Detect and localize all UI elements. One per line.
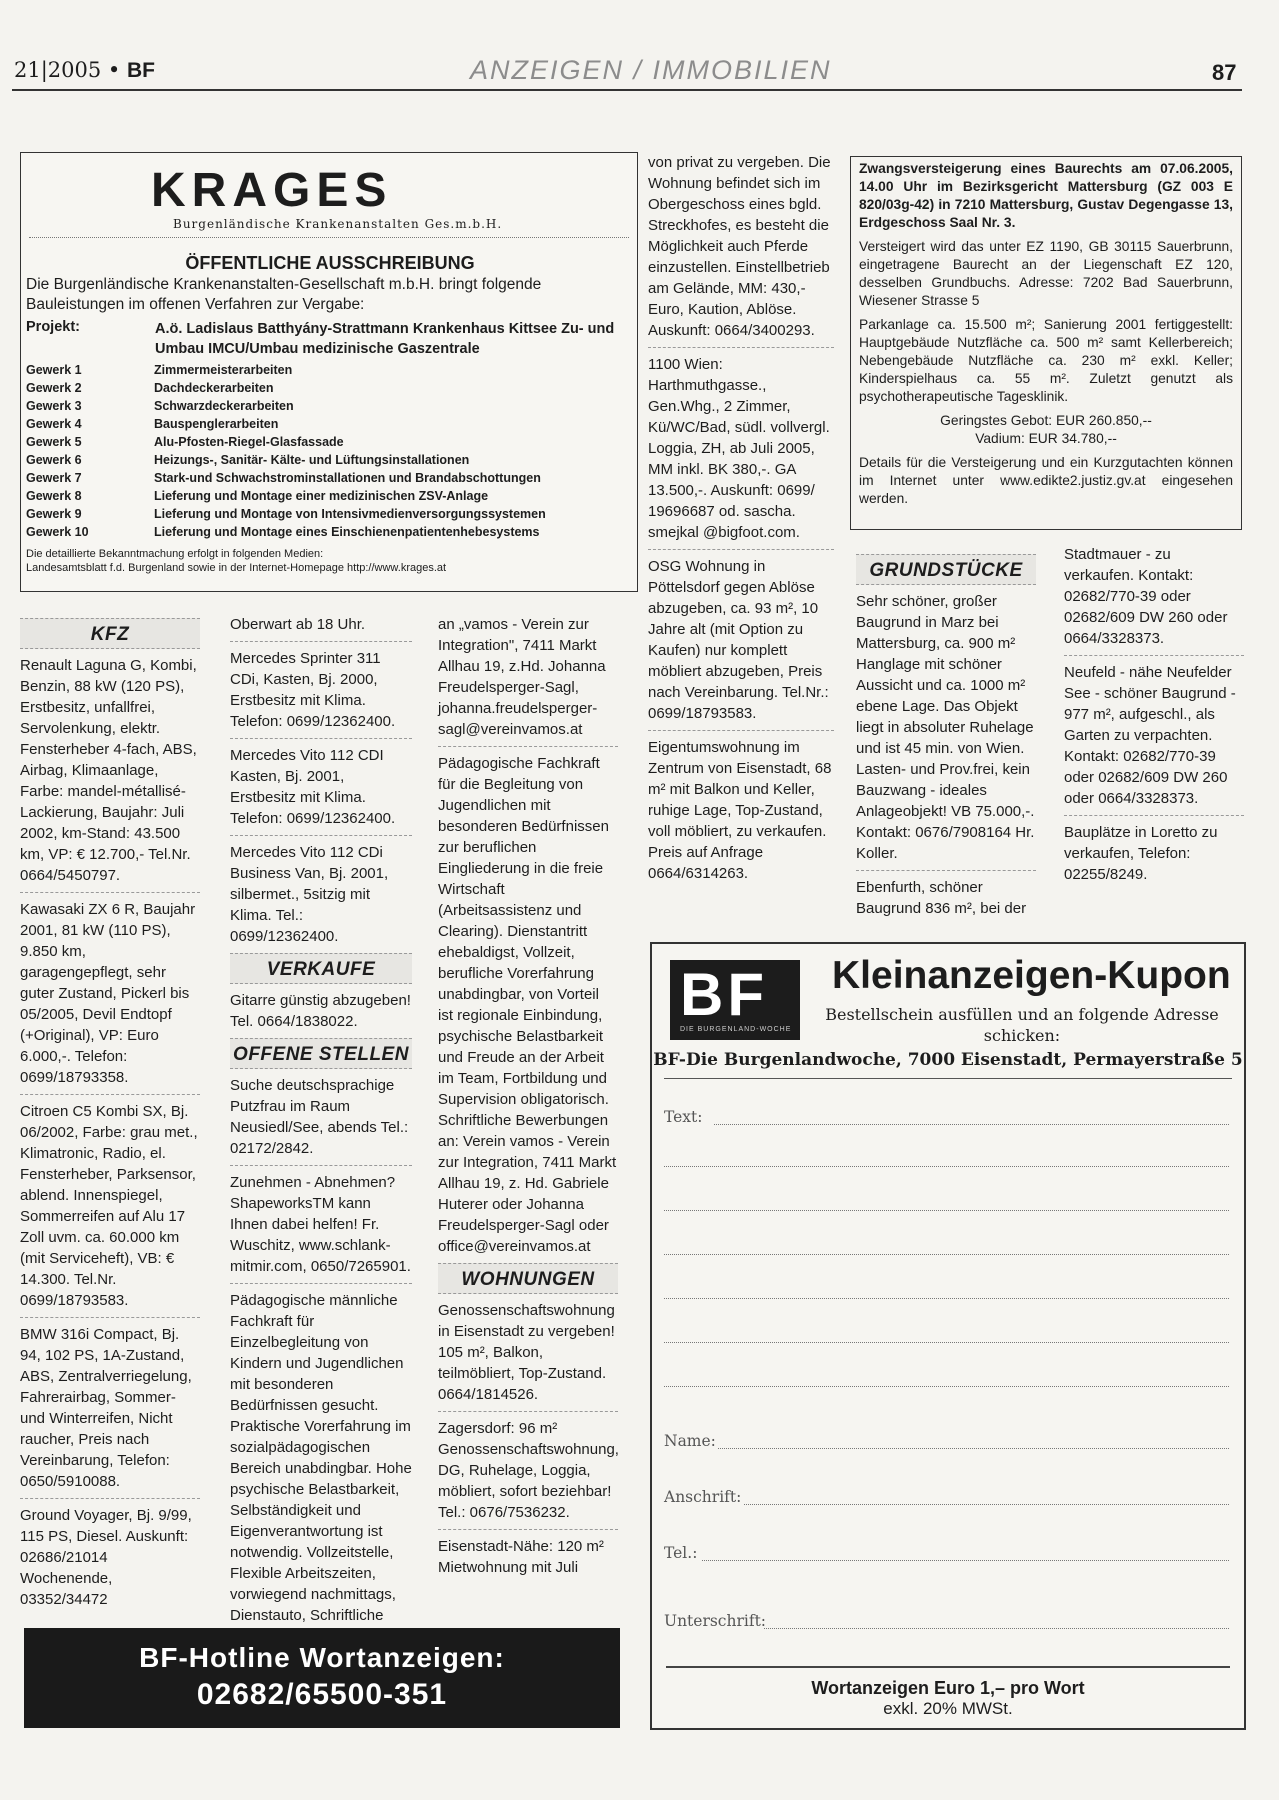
divider [230, 641, 412, 642]
divider [1064, 655, 1244, 656]
list-item: von privat zu vergeben. Die Wohnung befindet sich im Obergeschoss eines bgld. Streckhofes, es besteht die Möglichkeit auch Pferde einzustellen. Einstellbetrieb am Gelände, MM: 430,- Euro, Kaution, Ablöse. Auskunft: 0664/3400293. [648, 154, 831, 339]
divider [648, 347, 834, 348]
brand-label: BF [127, 59, 155, 82]
divider [20, 1317, 200, 1318]
list-item: Renault Laguna G, Kombi, Benzin, 88 kW (120 PS), Erstbesitz, unfallfrei, Servolenkung, elektr. Fensterheber 4-fach, ABS, Airbag, Klimaanlage, Farbe: mandel-métallisé-Lackierung, Baujahr: Juli 2002, km-Stand: 43.500 km, VP: € 12.700,- Tel.Nr. 0664/5450797. [20, 657, 197, 884]
list-item: Eigentumswohnung im Zentrum von Eisenstadt, 68 m² mit Balkon und Keller, ruhige Lage, Top-Zustand, voll möbliert, zu verkaufen. Preis auf Anfrage 0664/6314263. [648, 739, 832, 882]
list-item: Genossenschaftswohnung in Eisenstadt zu vergeben! 105 m², Balkon, teilmöbliert, Top-Zustand. 0664/1814526. [438, 1302, 615, 1403]
tender-intro: Die Burgenländische Krankenanstalten-Gesellschaft m.b.H. bringt folgende Bauleistungen im offenen Verfahren zur Vergabe: [26, 276, 542, 313]
list-item: BMW 316i Compact, Bj. 94, 102 PS, 1A-Zustand, ABS, Zentralverriegelung, Fahrerairbag, Sommer- und Winterreifen, Nicht raucher, Preis nach Vereinbarung, Telefon: 0650/5910088. [20, 1326, 192, 1490]
krages-link[interactable]: Landesamtsblatt f.d. Burgenland sowie in der Internet-Homepage http://www.krages.at [26, 562, 447, 574]
list-item: Zagersdorf: 96 m² Genossenschaftswohnung, DG, Ruhelage, Loggia, möbliert, sofort beziehbar! Tel.: 0676/7536232. [438, 1420, 619, 1521]
gewerk-row: Gewerk 3 Schwarzdeckerarbeiten [26, 399, 294, 413]
hotline-banner [24, 1628, 620, 1728]
text-field[interactable] [664, 1210, 1229, 1211]
divider [648, 730, 834, 731]
section-heading-verkaufe: VERKAUFE [230, 953, 412, 984]
signature-field-label: Unterschrift: [664, 1612, 767, 1630]
list-item: Pädagogische Fachkraft für die Begleitung von Jugendlichen mit besonderen Bedürfnissen zur beruflichen Eingliederung in die freie Wirtschaft (Arbeitsassistenz und Clearing). Dienstantritt ehebaldigst, Vollzeit, berufliche Vorerfahrung unabdingbar, von Vorteil ist regionale Einbindung, psychische Belastbarkeit und Freude an der Arbeit im Team, Fortbildung und Supervision obligatorisch. Schriftliche Bewerbungen an: Verein vamos - Verein zur Integration, 7411 Markt Allhau 19, z. Hd. Gabriele Huterer oder Johanna Freudelsperger-Sagl oder office@vereinvamos.at [438, 755, 617, 1255]
section-heading-kfz: KFZ [20, 618, 200, 649]
gewerk-row: Gewerk 2 Dachdeckerarbeiten [26, 381, 274, 395]
auction-heading: Zwangsversteigerung eines Baurechts am 07.06.2005, 14.00 Uhr im Bezirksgericht Mattersburg (GZ 003 E 820/03g-42) in 7210 Mattersburg, Gustav Degengasse 13, Erdgeschoss Saal Nr. 3. [859, 161, 1233, 230]
divider [438, 746, 618, 747]
auction-text: Versteigert wird das unter EZ 1190, GB 30115 Sauerbrunn, eingetragene Baurecht an der Liegenschaft EZ 120, desselben Grundbuchs. Adresse: 7202 Bad Sauerbrunn, Wiesener Strasse 5 [859, 239, 1233, 308]
divider [20, 1094, 200, 1095]
gewerk-row: Gewerk 5 Alu-Pfosten-Riegel-Glasfassade [26, 435, 344, 449]
divider [230, 1283, 412, 1284]
list-item: Ground Voyager, Bj. 9/99, 115 PS, Diesel. Auskunft: 02686/21014 Wochenende, 03352/34472 [20, 1507, 192, 1608]
name-field[interactable] [718, 1448, 1229, 1449]
list-item: Neufeld - nähe Neufelder See - schöner Baugrund - 977 m², aufgeschl., als Garten zu verpachten. Kontakt: 02682/770-39 oder 02682/609 DW 260 oder 0664/3328373. [1064, 664, 1236, 807]
gewerk-row: Gewerk 8 Lieferung und Montage einer medizinischen ZSV-Anlage [26, 489, 489, 503]
classified-coupon [650, 942, 1246, 1730]
hotline-phone: 02682/65500-351 [196, 1678, 448, 1711]
divider [664, 1078, 1232, 1079]
list-item: Stadtmauer - zu verkaufen. Kontakt: 02682/770-39 oder 02682/609 DW 260 oder 0664/3328373. [1064, 546, 1228, 647]
section-heading-grundstuecke: GRUNDSTÜCKE [856, 554, 1036, 585]
phone-field-label: Tel.: [664, 1544, 698, 1562]
list-item: Pädagogische männliche Fachkraft für Einzelbegleitung von Kindern und Jugendlichen mit besonderen Bedürfnissen gesucht. Praktische Vorerfahrung im sozialpädagogischen Bereich unabdingbar. Hohe psychische Belastbarkeit, Selbständigkeit und Eigenverantwortung ist notwendig. Vollzeitstelle, Flexible Arbeitszeiten, vorwiegend nachmittags, Dienstauto, Schriftliche [230, 1292, 412, 1624]
text-field[interactable] [664, 1386, 1229, 1387]
grundstuecke-column [856, 554, 1036, 925]
project-value: A.ö. Ladislaus Batthyány-Strattmann Krankenhaus Kittsee Zu- und Umbau IMCU/Umbau medizinische Gaszentrale [155, 321, 615, 357]
text-field-label: Text: [664, 1108, 703, 1126]
text-field[interactable] [714, 1124, 1229, 1125]
tender-title: ÖFFENTLICHE AUSSCHREIBUNG [185, 253, 475, 273]
section-heading-offene-stellen: OFFENE STELLEN [230, 1038, 412, 1069]
tender-footer: Die detaillierte Bekanntmachung erfolgt in folgenden Medien: Landesamtsblatt f.d. Burgenland sowie in der Internet-Homepage http://www.krages.at [26, 548, 447, 574]
list-item: Suche deutschsprachige Putzfrau im Raum Neusiedl/See, abends Tel.: 02172/2842. [230, 1077, 409, 1157]
list-item: 1100 Wien: Harthmuthgasse., Gen.Whg., 2 Zimmer, Kü/WC/Bad, südl. vollvergl. Loggia, ZH, ab Juli 2005, MM inkl. BK 380,-. GA 13.500,-. Auskunft: 0699/ 19696687 od. sascha. smejkal @bigfoot.com. [648, 356, 830, 541]
signature-field[interactable] [764, 1628, 1229, 1629]
ads-column-5 [1064, 544, 1244, 891]
list-item: Sehr schöner, großer Baugrund in Marz bei Mattersburg, ca. 900 m² Hanglage mit schöner Aussicht und ca. 1000 m² ebene Lage. Das Objekt liegt in absoluter Ruhelage und ist 45 min. von Wien. Lasten- und Prov.frei, kein Bauzwang - ideales Anlageobjekt! VB 75.000,-. Kontakt: 0676/7908164 Hr. Koller. [856, 593, 1035, 862]
bf-logo: BF DIE BURGENLAND-WOCHE [670, 960, 800, 1040]
gewerk-row: Gewerk 9 Lieferung und Montage von Intensivmedienversorgungssystemen [26, 507, 546, 521]
coupon-price: Wortanzeigen Euro 1,– pro Wort exkl. 20% MWSt. [666, 1666, 1230, 1718]
coupon-title: Kleinanzeigen-Kupon [832, 954, 1231, 997]
address-field[interactable] [744, 1504, 1229, 1505]
ads-column-top [648, 152, 834, 890]
hotline-title: BF-Hotline Wortanzeigen: [139, 1642, 505, 1673]
divider [438, 1529, 618, 1530]
divider [230, 835, 412, 836]
phone-field[interactable] [702, 1560, 1229, 1561]
issue-number: 21|2005 • BF [14, 58, 155, 82]
krages-tender-box [20, 152, 638, 592]
divider [20, 892, 200, 893]
name-field-label: Name: [664, 1432, 716, 1450]
list-item: Bauplätze in Loretto zu verkaufen, Telefon: 02255/8249. [1064, 824, 1218, 883]
coupon-subtitle: Bestellschein ausfüllen und an folgende Adresse schicken: [825, 1005, 1219, 1045]
list-item: OSG Wohnung in Pöttelsdorf gegen Ablöse abzugeben, ca. 93 m², 10 Jahre alt (mit Option zu Kaufen) nur komplett möbliert abzugeben, Preis nach Vereinbarung. Tel.Nr.: 0699/18793583. [648, 558, 829, 722]
gewerk-row: Gewerk 6 Heizungs-, Sanitär- Kälte- und Lüftungsinstallationen [26, 453, 470, 467]
gewerk-row: Gewerk 10 Lieferung und Montage eines Einschienenpatientenhebesystems [26, 525, 540, 539]
header-rule [12, 89, 1242, 91]
divider [648, 549, 834, 550]
text-field[interactable] [664, 1298, 1229, 1299]
gewerk-row: Gewerk 1 Zimmermeisterarbeiten [26, 363, 293, 377]
address-field-label: Anschrift: [664, 1488, 742, 1506]
divider [20, 1498, 200, 1499]
list-item: Kawasaki ZX 6 R, Baujahr 2001, 81 kW (110 PS), 9.850 km, garagengepflegt, sehr guter Zustand, Pickerl bis 05/2005, Devil Endtopf (+Original), VP: Euro 6.000,-. Telefon: 0699/18793358. [20, 901, 196, 1086]
list-item: Mercedes Sprinter 311 CDi, Kasten, Bj. 2000, Erstbesitz mit Klima. Telefon: 0699/12362400. [230, 650, 396, 730]
list-item: Citroen C5 Kombi SX, Bj. 06/2002, Farbe: grau met., Klimatronic, Radio, el. Fensterheber, Parksensor, ablend. Innenspiegel, Sommerreifen auf Alu 17 Zoll uvm. ca. 60.000 km (mit Serviceheft), VB: € 14.300. Tel.Nr. 0699/18793583. [20, 1103, 198, 1309]
divider [230, 738, 412, 739]
gewerk-row: Gewerk 4 Bauspenglerarbeiten [26, 417, 279, 431]
auction-bid: Geringstes Gebot: EUR 260.850,-- Vadium: EUR 34.780,-- [940, 413, 1152, 446]
list-item: Gitarre günstig abzugeben! Tel. 0664/1838022. [230, 992, 411, 1030]
list-item: Mercedes Vito 112 CDI Kasten, Bj. 2001, Erstbesitz mit Klima. Telefon: 0699/12362400. [230, 747, 396, 827]
coupon-address: BF-Die Burgenlandwoche, 7000 Eisenstadt, Permayerstraße 5 [653, 1050, 1243, 1070]
kfz-column [20, 618, 200, 1616]
ads-column-2 [230, 614, 412, 1653]
list-item: Eisenstadt-Nähe: 120 m² Mietwohnung mit Juli [438, 1538, 604, 1576]
list-item: Oberwart ab 18 Uhr. [230, 616, 366, 633]
list-item: Zunehmen - Abnehmen? ShapeworksTM kann Ihnen dabei helfen! Fr. Wuschitz, www.schlank-mitmir.com, 0650/7265901. [230, 1174, 411, 1275]
ads-column-3 [438, 614, 618, 1584]
section-heading-wohnungen: WOHNUNGEN [438, 1263, 618, 1294]
page-number: 87 [1212, 60, 1237, 85]
list-item: Ebenfurth, schöner Baugrund 836 m², bei der [856, 879, 1027, 917]
text-field[interactable] [664, 1166, 1229, 1167]
divider [230, 1165, 412, 1166]
section-title: ANZEIGEN / IMMOBILIEN [470, 55, 832, 85]
divider [29, 237, 629, 238]
divider [438, 1411, 618, 1412]
text-field[interactable] [664, 1342, 1229, 1343]
auction-details: Details für die Versteigerung und ein Kurzgutachten können im Internet unter www.edikte2.justiz.gv.at eingesehen werden. [859, 455, 1233, 506]
list-item: Mercedes Vito 112 CDi Business Van, Bj. 2001, silbermet., 5sitzig mit Klima. Tel.: 0699/12362400. [230, 844, 389, 945]
krages-logo: KRAGES [151, 164, 393, 217]
divider [856, 870, 1036, 871]
project-label: Projekt: [26, 319, 80, 335]
auction-text: Parkanlage ca. 15.500 m²; Sanierung 2001 fertiggestellt: Hauptgebäude Nutzfläche ca. 500 m² samt Kellerbereich; Nebengebäude Nutzfläche ca. 230 m² exkl. Keller; Kinderspielhaus ca. 55 m². Zuletzt genutzt als psychotherapeutische Tagesklinik. [859, 317, 1233, 404]
krages-company: Burgenländische Krankenanstalten Ges.m.b.H. [173, 217, 503, 231]
gewerk-row: Gewerk 7 Stark-und Schwachstrominstallationen und Brandabschottungen [26, 471, 541, 485]
text-field[interactable] [664, 1254, 1229, 1255]
auction-notice-box [850, 156, 1242, 530]
divider [1064, 815, 1244, 816]
list-item: an „vamos - Verein zur Integration", 7411 Markt Allhau 19, z.Hd. Johanna Freudelsperger-Sagl, johanna.freudelsperger-sagl@vereinvamos.at [438, 616, 606, 738]
